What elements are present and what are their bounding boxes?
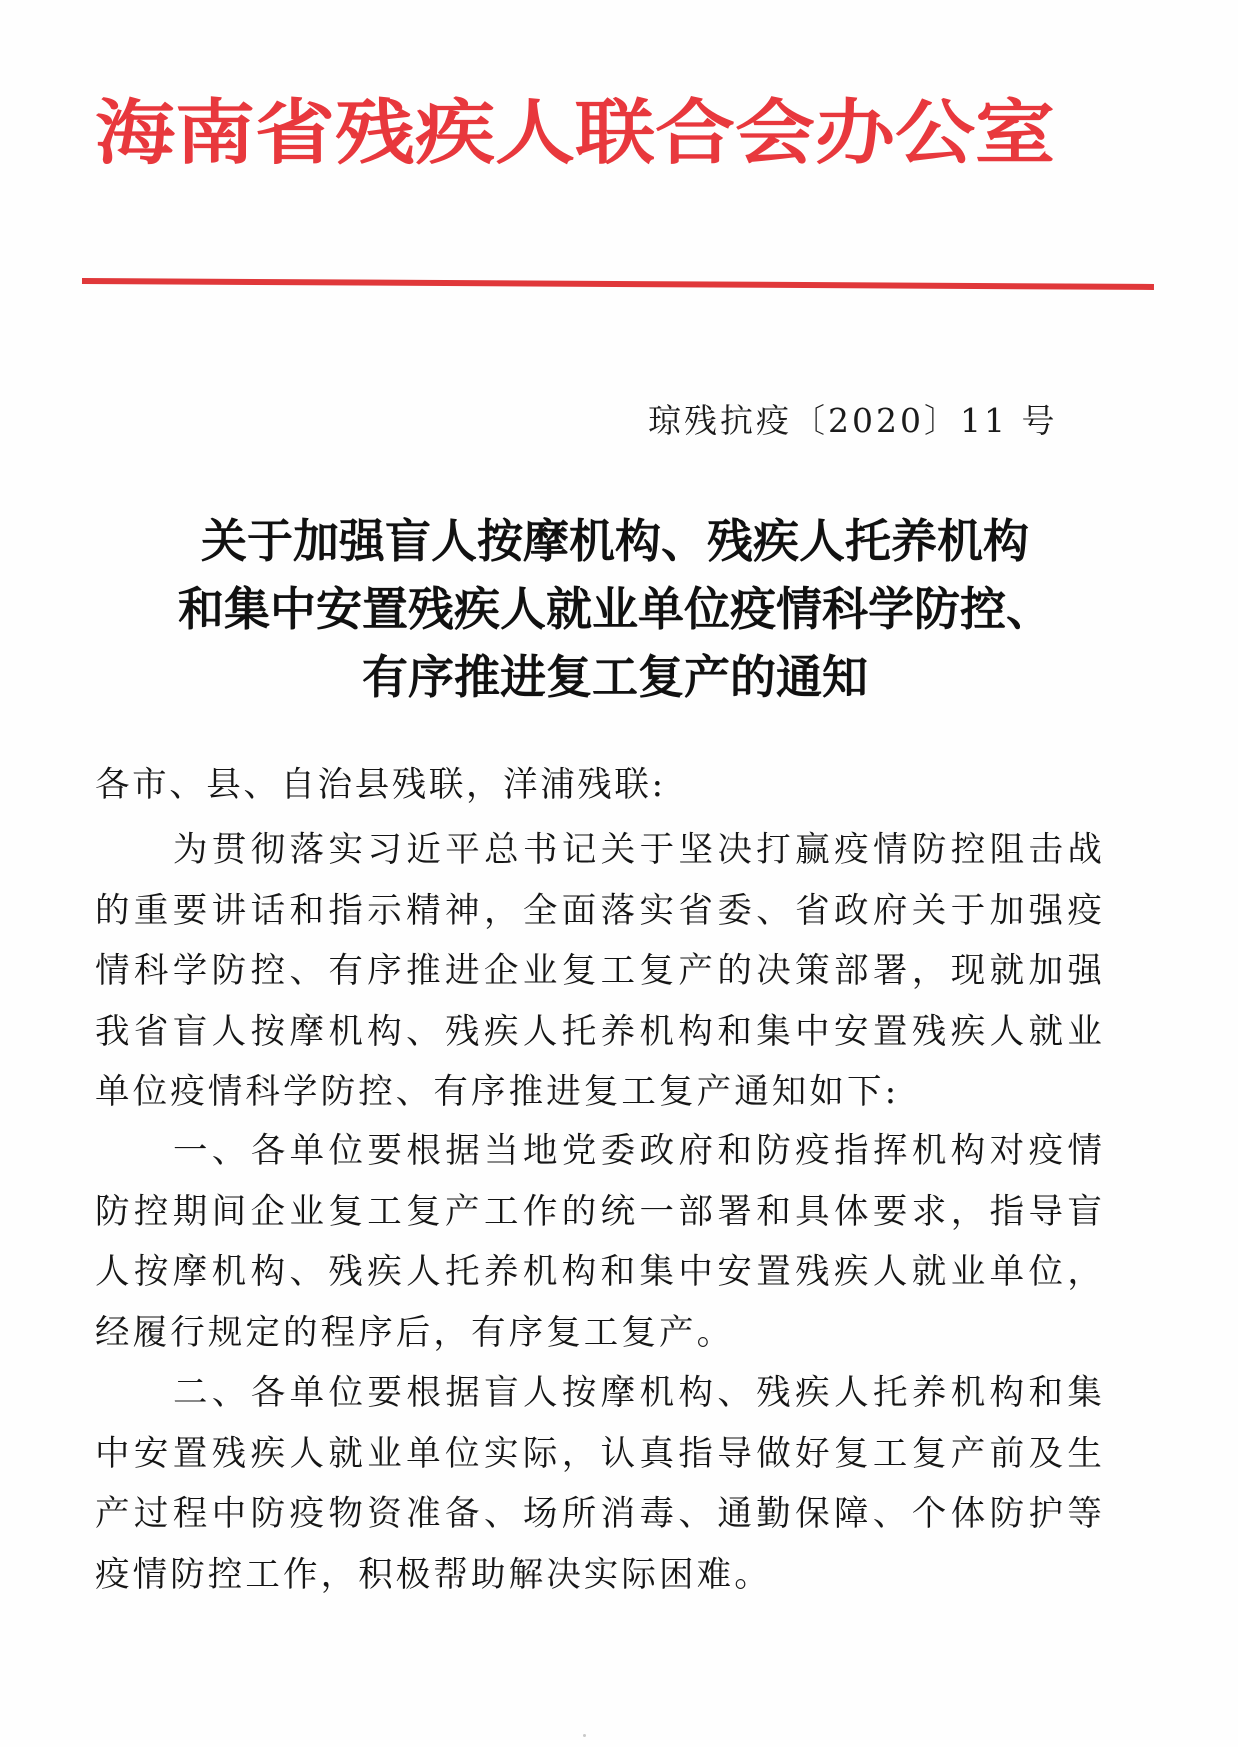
intro-paragraph: 为贯彻落实习近平总书记关于坚决打赢疫情防控阻击战的重要讲话和指示精神，全面落实省委、省政府关于加强疫情科学防控、有序推进企业复工复产的决策部署，现就加强我省盲人按摩机构、残疾人托养机构和集中安置残疾人就业单位疫情科学防控、有序推进复工复产通知如下:: [95, 830, 1105, 1112]
document-title: [100, 507, 1130, 711]
clause-two-paragraph: 二、各单位要根据盲人按摩机构、残疾人托养机构和集中安置残疾人就业单位实际，认真指导做好复工复产前及生产过程中防疫物资准备、场所消毒、通勤保障、个体防护等疫情防控工作，积极帮助解决实际困难。: [95, 1373, 1105, 1595]
clause-one-paragraph: 一、各单位要根据当地党委政府和防疫指挥机构对疫情防控期间企业复工复产工作的统一部署和具体要求，指导盲人按摩机构、残疾人托养机构和集中安置残疾人就业单位，经履行规定的程序后，有序复工复产。: [95, 1131, 1105, 1353]
title-line: 有序推进复工复产的通知: [362, 650, 868, 704]
title-line: 关于加强盲人按摩机构、残疾人托养机构: [201, 514, 1029, 568]
document-number: 琼残抗疫〔2020〕11 号: [648, 401, 1058, 440]
issuing-organization-header: 海南省残疾人联合会办公室: [95, 91, 1055, 174]
red-separator-rule: [82, 278, 1154, 290]
salutation: 各市、县、自治县残联，洋浦残联:: [95, 765, 666, 805]
title-line: 和集中安置残疾人就业单位疫情科学防控、: [178, 582, 1052, 636]
scan-speck: [583, 1734, 586, 1737]
